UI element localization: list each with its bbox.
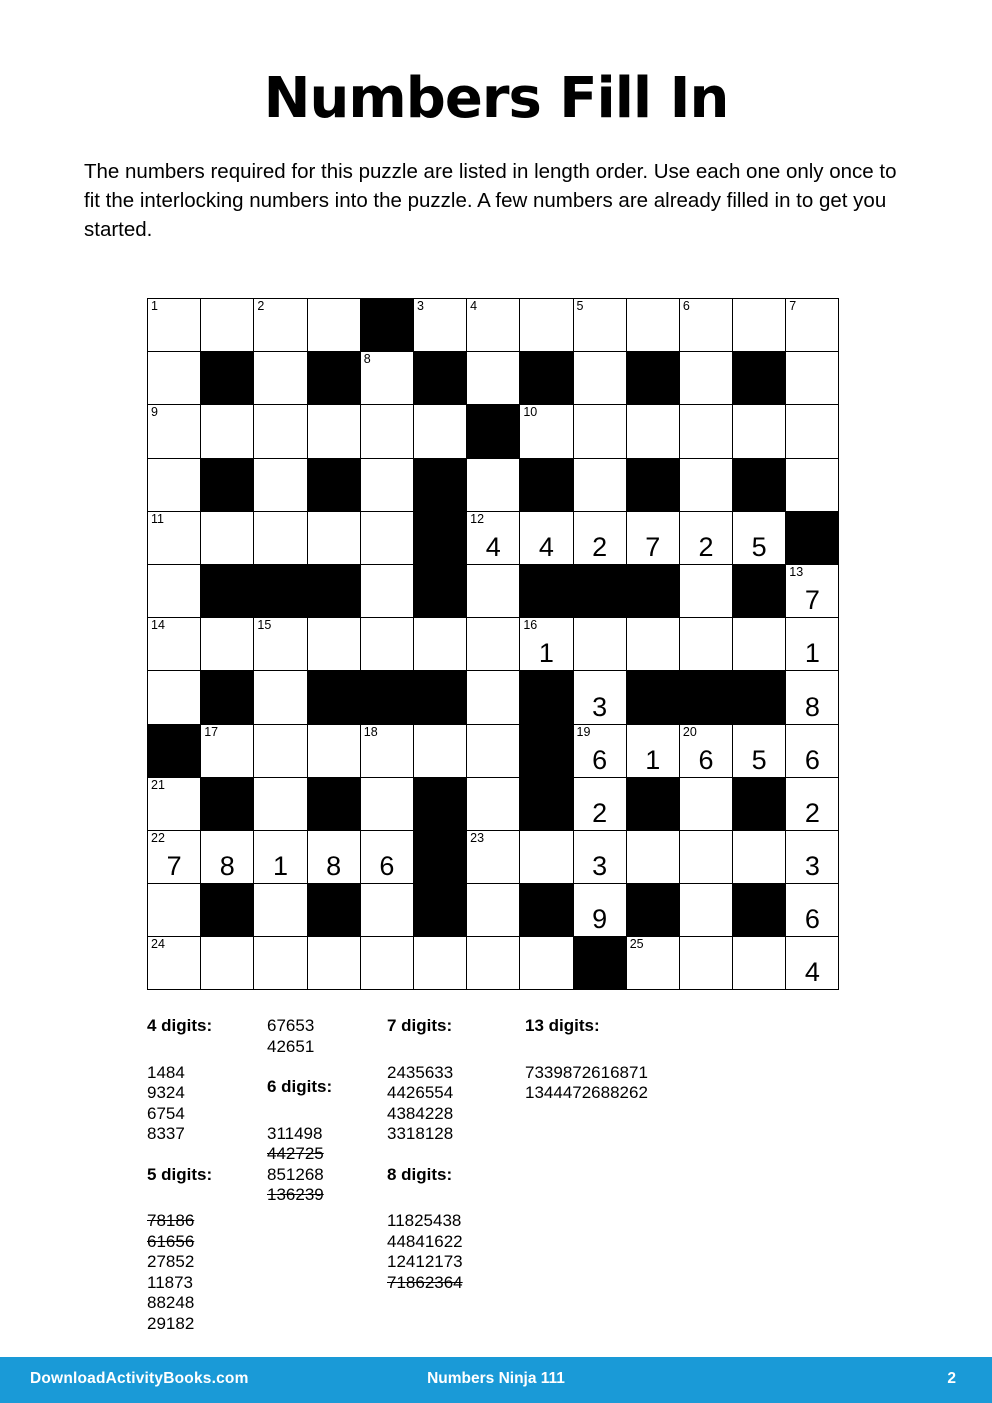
grid-cell-blocked — [413, 511, 466, 564]
number-group-heading: 5 digits: — [147, 1164, 213, 1184]
grid-cell-blocked — [733, 884, 786, 937]
grid-cell-value: 7 — [645, 531, 661, 562]
grid-cell-blocked — [307, 884, 360, 937]
grid-cell-blocked — [413, 884, 466, 937]
footer-site-name: DownloadActivityBooks.com — [30, 1370, 249, 1387]
grid-cell-blocked — [307, 777, 360, 830]
grid-cell-empty[interactable] — [467, 352, 520, 405]
grid-row — [148, 884, 839, 937]
grid-cell-blocked — [626, 777, 679, 830]
grid-row — [148, 564, 839, 617]
number-group-heading: 4 digits: — [147, 1016, 213, 1035]
grid-cell-filled[interactable] — [201, 830, 254, 883]
grid-cell-empty[interactable] — [679, 884, 732, 937]
grid-cell-empty[interactable] — [520, 937, 573, 990]
grid-cell-blocked — [573, 564, 626, 617]
grid-cell-value: 4 — [485, 531, 501, 562]
grid-cell-filled[interactable] — [786, 564, 839, 617]
grid-cell-number: 15 — [257, 618, 272, 633]
grid-cell-value: 8 — [326, 851, 342, 882]
grid-cell-filled[interactable] — [786, 618, 839, 671]
grid-cell-empty[interactable] — [573, 299, 626, 352]
grid-cell-blocked — [413, 352, 466, 405]
page-footer — [0, 1357, 992, 1403]
number-entry[interactable]: 4384228 — [387, 1103, 454, 1123]
grid-cell-blocked — [201, 884, 254, 937]
grid-cell-value: 3 — [592, 691, 608, 722]
number-entry[interactable]: 3318128 — [387, 1124, 454, 1143]
number-entry[interactable]: 2435633 — [387, 1062, 454, 1082]
grid-cell-value: 6 — [698, 744, 714, 775]
grid-cell-filled[interactable] — [786, 884, 839, 937]
grid-cell-blocked — [360, 671, 413, 724]
number-entry[interactable]: 851268 — [267, 1164, 324, 1184]
grid-cell-empty[interactable] — [254, 937, 307, 990]
number-group-spacer — [387, 1042, 463, 1063]
grid-cell-value: 6 — [592, 744, 608, 775]
grid-cell-empty[interactable] — [520, 299, 573, 352]
grid-row — [148, 299, 839, 352]
grid-cell-empty[interactable] — [413, 405, 466, 458]
grid-cell-blocked — [626, 352, 679, 405]
grid-cell-blocked — [679, 671, 732, 724]
grid-cell-empty[interactable] — [467, 618, 520, 671]
number-entry[interactable]: 88248 — [147, 1293, 195, 1312]
number-list-column-3 — [387, 1016, 463, 1293]
grid-cell-filled[interactable] — [786, 777, 839, 830]
grid-cell-empty[interactable] — [148, 671, 201, 724]
grid-row — [148, 937, 839, 990]
footer-page-number: 2 — [947, 1370, 956, 1387]
grid-cell-blocked — [733, 777, 786, 830]
grid-cell-filled[interactable] — [626, 511, 679, 564]
grid-cell-empty[interactable] — [413, 299, 466, 352]
number-list-column-2 — [267, 1016, 332, 1206]
grid-cell-empty[interactable] — [573, 352, 626, 405]
grid-cell-value: 3 — [592, 851, 608, 882]
grid-cell-empty[interactable] — [307, 724, 360, 777]
number-entry[interactable]: 11873 — [147, 1272, 194, 1292]
grid-cell-empty[interactable] — [467, 937, 520, 990]
grid-cell-filled[interactable] — [786, 724, 839, 777]
grid-cell-blocked — [307, 458, 360, 511]
grid-cell-empty[interactable] — [733, 618, 786, 671]
grid-cell-value: 1 — [538, 638, 554, 669]
grid-cell-empty[interactable] — [626, 299, 679, 352]
grid-cell-empty[interactable] — [360, 724, 413, 777]
page-title: Numbers Fill In — [263, 66, 729, 131]
grid-cell-empty[interactable] — [148, 884, 201, 937]
grid-cell-filled[interactable] — [626, 724, 679, 777]
grid-cell-empty[interactable] — [254, 458, 307, 511]
grid-cell-empty[interactable] — [360, 458, 413, 511]
grid-cell-number: 12 — [470, 511, 485, 526]
grid-cell-empty[interactable] — [148, 618, 201, 671]
grid-cell-number: 9 — [151, 405, 158, 420]
grid-cell-filled[interactable] — [520, 511, 573, 564]
grid-cell-empty[interactable] — [679, 405, 732, 458]
grid-cell-blocked — [201, 564, 254, 617]
grid-cell-blocked — [733, 458, 786, 511]
grid-cell-empty[interactable] — [733, 299, 786, 352]
grid-cell-blocked — [413, 564, 466, 617]
grid-cell-filled[interactable] — [360, 830, 413, 883]
grid-cell-empty[interactable] — [254, 777, 307, 830]
grid-cell-filled[interactable] — [254, 830, 307, 883]
number-entry-used[interactable]: 61656 — [147, 1231, 195, 1251]
number-entry-used[interactable]: 78186 — [147, 1211, 195, 1230]
grid-cell-empty[interactable] — [679, 352, 732, 405]
grid-cell-empty[interactable] — [679, 564, 732, 617]
grid-cell-blocked — [148, 724, 201, 777]
grid-cell-blocked — [786, 511, 839, 564]
grid-cell-empty[interactable] — [254, 671, 307, 724]
grid-cell-empty[interactable] — [360, 564, 413, 617]
grid-cell-empty[interactable] — [467, 777, 520, 830]
grid-cell-number: 13 — [789, 564, 804, 579]
grid-cell-empty[interactable] — [573, 405, 626, 458]
grid-cell-filled[interactable] — [573, 777, 626, 830]
grid-cell-filled[interactable] — [573, 830, 626, 883]
number-entry[interactable]: 7339872616871 — [525, 1062, 648, 1082]
grid-cell-empty[interactable] — [254, 299, 307, 352]
grid-cell-blocked — [413, 671, 466, 724]
puzzle-grid-container — [147, 298, 839, 990]
number-entry[interactable]: 9324 — [147, 1083, 185, 1102]
grid-cell-empty[interactable] — [626, 830, 679, 883]
grid-cell-value: 2 — [592, 531, 608, 562]
grid-cell-filled[interactable] — [733, 511, 786, 564]
grid-cell-value: 6 — [379, 851, 395, 882]
grid-cell-empty[interactable] — [360, 352, 413, 405]
grid-cell-empty[interactable] — [307, 405, 360, 458]
grid-cell-value: 1 — [804, 638, 820, 669]
grid-cell-blocked — [520, 352, 573, 405]
grid-cell-empty[interactable] — [467, 564, 520, 617]
number-entry[interactable]: 67653 — [267, 1016, 315, 1035]
grid-cell-number: 11 — [151, 511, 164, 526]
grid-cell-blocked — [201, 458, 254, 511]
grid-cell-empty[interactable] — [786, 352, 839, 405]
grid-cell-blocked — [520, 777, 573, 830]
number-group-heading: 7 digits: — [387, 1016, 453, 1035]
grid-cell-blocked — [626, 671, 679, 724]
grid-cell-filled[interactable] — [786, 937, 839, 990]
number-entry[interactable]: 4426554 — [387, 1083, 454, 1102]
grid-cell-empty[interactable] — [467, 884, 520, 937]
number-group-spacer — [147, 1191, 212, 1212]
grid-cell-filled[interactable] — [679, 511, 732, 564]
grid-cell-number: 22 — [151, 830, 165, 845]
number-list-column-1 — [147, 1016, 212, 1334]
grid-cell-empty[interactable] — [679, 777, 732, 830]
grid-cell-blocked — [626, 564, 679, 617]
grid-cell-blocked — [467, 405, 520, 458]
grid-cell-empty[interactable] — [679, 618, 732, 671]
grid-row — [148, 830, 839, 883]
grid-cell-number: 5 — [576, 299, 584, 313]
grid-cell-empty[interactable] — [467, 458, 520, 511]
grid-cell-filled[interactable] — [148, 830, 201, 883]
grid-cell-empty[interactable] — [254, 405, 307, 458]
grid-cell-number: 2 — [257, 299, 265, 313]
number-group-spacer — [525, 1042, 648, 1063]
grid-cell-value: 8 — [804, 691, 820, 722]
grid-cell-filled[interactable] — [467, 511, 520, 564]
grid-cell-empty[interactable] — [467, 671, 520, 724]
grid-cell-filled[interactable] — [520, 618, 573, 671]
grid-cell-value: 1 — [645, 744, 661, 775]
grid-cell-empty[interactable] — [201, 724, 254, 777]
grid-cell-filled[interactable] — [733, 724, 786, 777]
grid-cell-empty[interactable] — [148, 299, 201, 352]
grid-row — [148, 724, 839, 777]
grid-cell-empty[interactable] — [148, 352, 201, 405]
grid-cell-filled[interactable] — [573, 724, 626, 777]
grid-cell-blocked — [733, 564, 786, 617]
grid-cell-empty[interactable] — [254, 618, 307, 671]
grid-cell-blocked — [520, 671, 573, 724]
puzzle-grid — [147, 298, 839, 990]
grid-cell-value: 5 — [751, 531, 767, 562]
grid-cell-empty[interactable] — [520, 830, 573, 883]
grid-cell-empty[interactable] — [626, 937, 679, 990]
number-entry[interactable]: 1344472688262 — [525, 1083, 648, 1102]
grid-cell-value: 3 — [804, 851, 820, 882]
grid-cell-empty[interactable] — [307, 511, 360, 564]
grid-cell-empty[interactable] — [733, 405, 786, 458]
grid-cell-empty[interactable] — [148, 405, 201, 458]
grid-cell-empty[interactable] — [148, 937, 201, 990]
grid-cell-value: 2 — [698, 531, 714, 562]
footer-book-title: Numbers Ninja 111 — [427, 1370, 565, 1387]
number-entry[interactable]: 29182 — [147, 1313, 195, 1333]
number-entry[interactable]: 8337 — [147, 1124, 185, 1143]
grid-cell-empty[interactable] — [786, 405, 839, 458]
grid-cell-empty[interactable] — [148, 511, 201, 564]
grid-cell-blocked — [307, 564, 360, 617]
number-group-heading: 6 digits: — [267, 1077, 333, 1096]
number-list-column-4 — [525, 1016, 648, 1104]
grid-cell-number: 14 — [151, 618, 165, 633]
grid-cell-number: 23 — [470, 830, 485, 845]
grid-cell-blocked — [413, 458, 466, 511]
grid-cell-filled[interactable] — [573, 671, 626, 724]
grid-cell-value: 8 — [219, 851, 235, 882]
grid-cell-empty[interactable] — [307, 937, 360, 990]
grid-cell-value: 5 — [751, 744, 767, 775]
grid-cell-number: 3 — [416, 299, 424, 313]
grid-cell-empty[interactable] — [679, 299, 732, 352]
grid-cell-empty[interactable] — [573, 458, 626, 511]
grid-cell-empty[interactable] — [254, 884, 307, 937]
grid-cell-empty[interactable] — [307, 618, 360, 671]
grid-row — [148, 458, 839, 511]
grid-cell-value: 6 — [804, 904, 820, 935]
grid-cell-blocked — [201, 671, 254, 724]
grid-cell-empty[interactable] — [626, 405, 679, 458]
number-entry[interactable]: 11825438 — [387, 1211, 462, 1230]
grid-row — [148, 511, 839, 564]
grid-cell-empty[interactable] — [467, 724, 520, 777]
grid-cell-blocked — [413, 830, 466, 883]
number-entry[interactable]: 12412173 — [387, 1252, 463, 1271]
grid-cell-blocked — [520, 884, 573, 937]
grid-cell-filled[interactable] — [307, 830, 360, 883]
grid-cell-empty[interactable] — [254, 352, 307, 405]
number-entry[interactable]: 6754 — [147, 1103, 185, 1123]
grid-cell-number: 4 — [470, 299, 478, 313]
number-entry[interactable]: 1484 — [147, 1062, 185, 1082]
grid-cell-number: 1 — [151, 299, 158, 313]
grid-cell-empty[interactable] — [467, 830, 520, 883]
grid-cell-empty[interactable] — [573, 618, 626, 671]
grid-cell-empty[interactable] — [413, 937, 466, 990]
grid-cell-number: 7 — [789, 299, 797, 313]
grid-cell-value: 4 — [804, 957, 820, 988]
grid-cell-number: 21 — [151, 777, 165, 792]
grid-cell-empty[interactable] — [148, 564, 201, 617]
grid-cell-filled[interactable] — [786, 671, 839, 724]
grid-cell-blocked — [520, 458, 573, 511]
grid-cell-empty[interactable] — [307, 299, 360, 352]
grid-cell-empty[interactable] — [626, 618, 679, 671]
grid-cell-empty[interactable] — [520, 405, 573, 458]
grid-cell-empty[interactable] — [201, 937, 254, 990]
grid-cell-number: 24 — [151, 937, 165, 952]
grid-cell-empty[interactable] — [201, 299, 254, 352]
grid-row — [148, 352, 839, 405]
grid-cell-number: 19 — [576, 724, 591, 739]
grid-cell-value: 2 — [804, 797, 820, 828]
grid-cell-empty[interactable] — [467, 299, 520, 352]
grid-cell-value: 7 — [804, 585, 820, 616]
grid-cell-blocked — [733, 352, 786, 405]
grid-cell-number: 18 — [363, 724, 378, 739]
grid-cell-blocked — [413, 777, 466, 830]
grid-row — [148, 618, 839, 671]
grid-cell-empty[interactable] — [679, 830, 732, 883]
grid-cell-empty[interactable] — [413, 724, 466, 777]
number-group-heading: 13 digits: — [525, 1016, 600, 1035]
grid-cell-empty[interactable] — [733, 937, 786, 990]
grid-cell-blocked — [201, 777, 254, 830]
grid-cell-blocked — [626, 458, 679, 511]
number-group-spacer — [147, 1042, 212, 1063]
number-entry[interactable]: 311498 — [267, 1123, 323, 1143]
grid-cell-blocked — [307, 671, 360, 724]
grid-cell-empty[interactable] — [201, 618, 254, 671]
number-entry-used[interactable]: 442725 — [267, 1144, 324, 1163]
grid-cell-empty[interactable] — [360, 618, 413, 671]
grid-cell-empty[interactable] — [201, 405, 254, 458]
grid-cell-empty[interactable] — [254, 511, 307, 564]
grid-cell-blocked — [733, 671, 786, 724]
grid-cell-empty[interactable] — [148, 777, 201, 830]
grid-cell-blocked — [307, 352, 360, 405]
grid-cell-empty[interactable] — [679, 458, 732, 511]
instructions-text: The numbers required for this puzzle are listed in length order. Use each one only once to fit the interlocking numbers into the puzzle. A few numbers are already filled in to get you started. — [84, 160, 897, 242]
grid-cell-number: 6 — [682, 299, 690, 313]
grid-cell-number: 10 — [523, 405, 538, 420]
grid-cell-filled[interactable] — [679, 724, 732, 777]
grid-cell-filled[interactable] — [786, 830, 839, 883]
grid-cell-blocked — [254, 564, 307, 617]
grid-cell-empty[interactable] — [254, 724, 307, 777]
grid-cell-blocked — [573, 937, 626, 990]
grid-cell-blocked — [626, 884, 679, 937]
grid-cell-empty[interactable] — [360, 511, 413, 564]
grid-cell-empty[interactable] — [786, 299, 839, 352]
number-entry-used[interactable]: 136239 — [267, 1185, 324, 1204]
grid-row — [148, 777, 839, 830]
grid-cell-number: 16 — [523, 618, 538, 633]
grid-cell-blocked — [201, 352, 254, 405]
grid-row — [148, 671, 839, 724]
number-group-heading: 8 digits: — [387, 1164, 453, 1184]
grid-row — [148, 405, 839, 458]
number-group-spacer — [387, 1191, 463, 1212]
grid-cell-filled[interactable] — [573, 511, 626, 564]
grid-cell-empty[interactable] — [733, 830, 786, 883]
grid-cell-value: 7 — [166, 851, 182, 882]
grid-cell-value: 4 — [538, 531, 554, 562]
number-entry-used[interactable]: 71862364 — [387, 1272, 463, 1292]
number-entry[interactable]: 44841622 — [387, 1231, 463, 1251]
grid-cell-blocked — [520, 724, 573, 777]
grid-cell-value: 6 — [804, 744, 820, 775]
grid-cell-blocked — [360, 299, 413, 352]
grid-cell-empty[interactable] — [201, 511, 254, 564]
grid-cell-blocked — [520, 564, 573, 617]
grid-cell-value: 9 — [592, 904, 608, 935]
grid-cell-number: 25 — [629, 937, 644, 952]
grid-cell-empty[interactable] — [360, 777, 413, 830]
grid-cell-empty[interactable] — [786, 458, 839, 511]
grid-cell-empty[interactable] — [360, 884, 413, 937]
number-entry[interactable]: 27852 — [147, 1252, 195, 1271]
grid-cell-empty[interactable] — [413, 618, 466, 671]
grid-cell-value: 1 — [272, 851, 288, 882]
grid-cell-number: 8 — [363, 352, 371, 367]
grid-cell-empty[interactable] — [679, 937, 732, 990]
grid-cell-empty[interactable] — [360, 937, 413, 990]
grid-cell-value: 2 — [592, 797, 608, 828]
number-group-spacer — [267, 1103, 332, 1124]
number-entry[interactable]: 42651 — [267, 1036, 315, 1056]
grid-cell-empty[interactable] — [148, 458, 201, 511]
grid-cell-filled[interactable] — [573, 884, 626, 937]
grid-cell-number: 17 — [204, 724, 219, 739]
grid-cell-number: 20 — [682, 724, 697, 739]
grid-cell-empty[interactable] — [360, 405, 413, 458]
